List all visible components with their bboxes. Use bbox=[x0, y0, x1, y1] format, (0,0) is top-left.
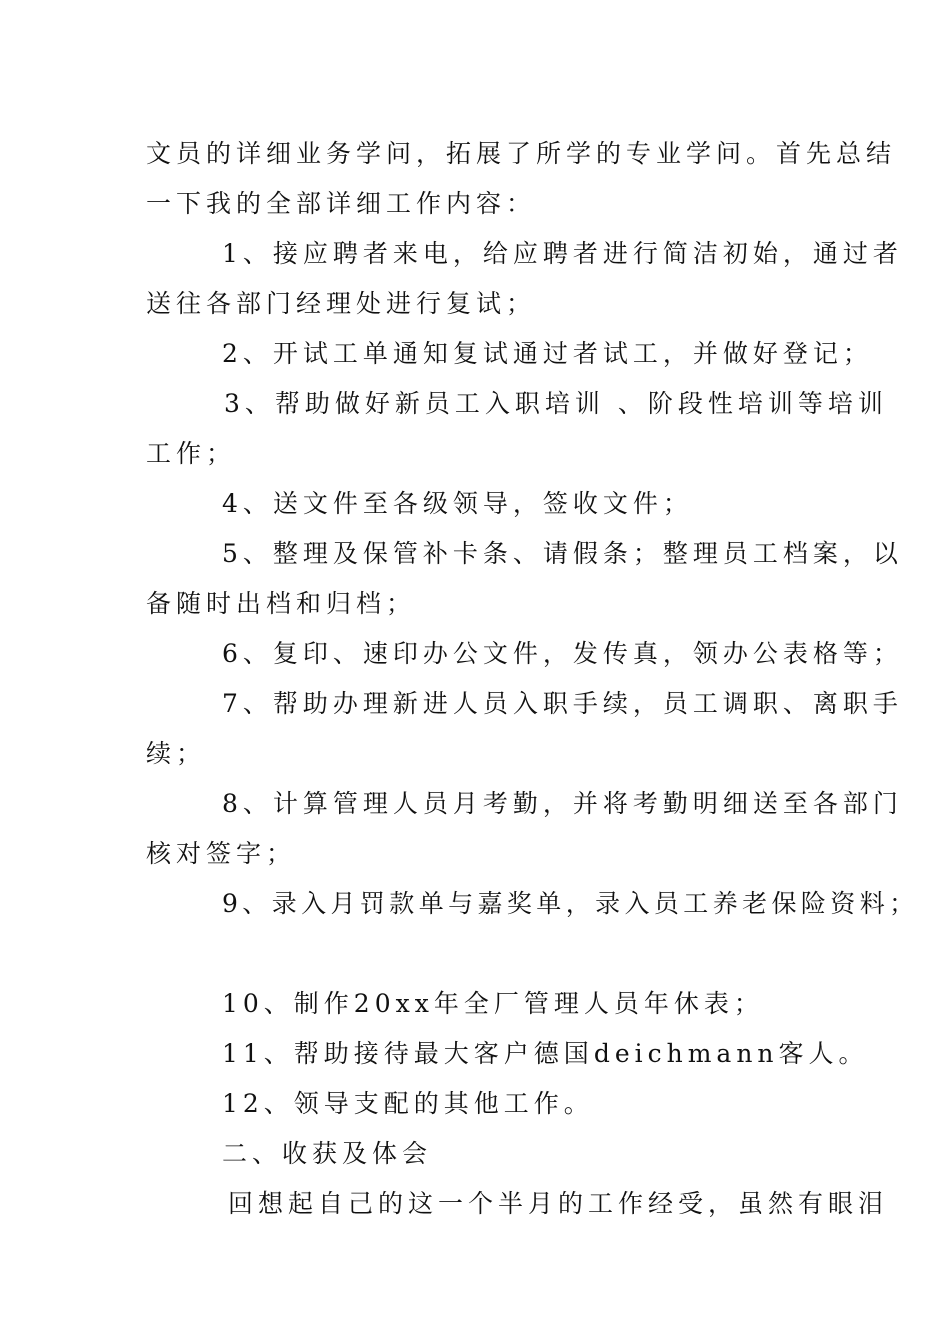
text-line-14: 8、计算管理人员月考勤，并将考勤明细送至各部门 bbox=[222, 789, 903, 818]
text-line-20: 二、收获及体会 bbox=[222, 1139, 433, 1168]
text-line-9: 5、整理及保管补卡条、请假条；整理员工档案，以 bbox=[222, 539, 903, 568]
text-line-10: 备随时出档和归档； bbox=[146, 589, 417, 618]
text-line-19: 12、领导支配的其他工作。 bbox=[222, 1089, 594, 1118]
text-line-1: 文员的详细业务学问，拓展了所学的专业学问。首先总结 bbox=[146, 139, 897, 168]
text-line-18: 11、帮助接待最大客户德国deichmann客人。 bbox=[222, 1039, 869, 1068]
text-line-6: 3、帮助做好新员工入职培训 、阶段性培训等培训 bbox=[224, 389, 888, 418]
text-line-8: 4、送文件至各级领导，签收文件； bbox=[222, 489, 693, 518]
text-line-7: 工作； bbox=[146, 439, 237, 468]
text-line-11: 6、复印、速印办公文件，发传真，领办公表格等； bbox=[222, 639, 903, 668]
text-line-17: 10、制作20xx年全厂管理人员年休表； bbox=[222, 989, 764, 1018]
text-line-2: 一下我的全部详细工作内容： bbox=[146, 189, 537, 218]
text-line-5: 2、开试工单通知复试通过者试工，并做好登记； bbox=[222, 339, 873, 368]
text-line-16: 9、录入月罚款单与嘉奖单，录入员工养老保险资料； bbox=[222, 889, 919, 918]
text-line-12: 7、帮助办理新进人员入职手续，员工调职、离职手 bbox=[222, 689, 903, 718]
text-line-4: 送往各部门经理处进行复试； bbox=[146, 289, 537, 318]
text-line-13: 续； bbox=[146, 739, 207, 768]
text-line-21: 回想起自己的这一个半月的工作经受，虽然有眼泪 bbox=[228, 1189, 889, 1218]
text-line-15: 核对签字； bbox=[146, 839, 297, 868]
text-line-3: 1、接应聘者来电，给应聘者进行简洁初始，通过者 bbox=[222, 239, 903, 268]
